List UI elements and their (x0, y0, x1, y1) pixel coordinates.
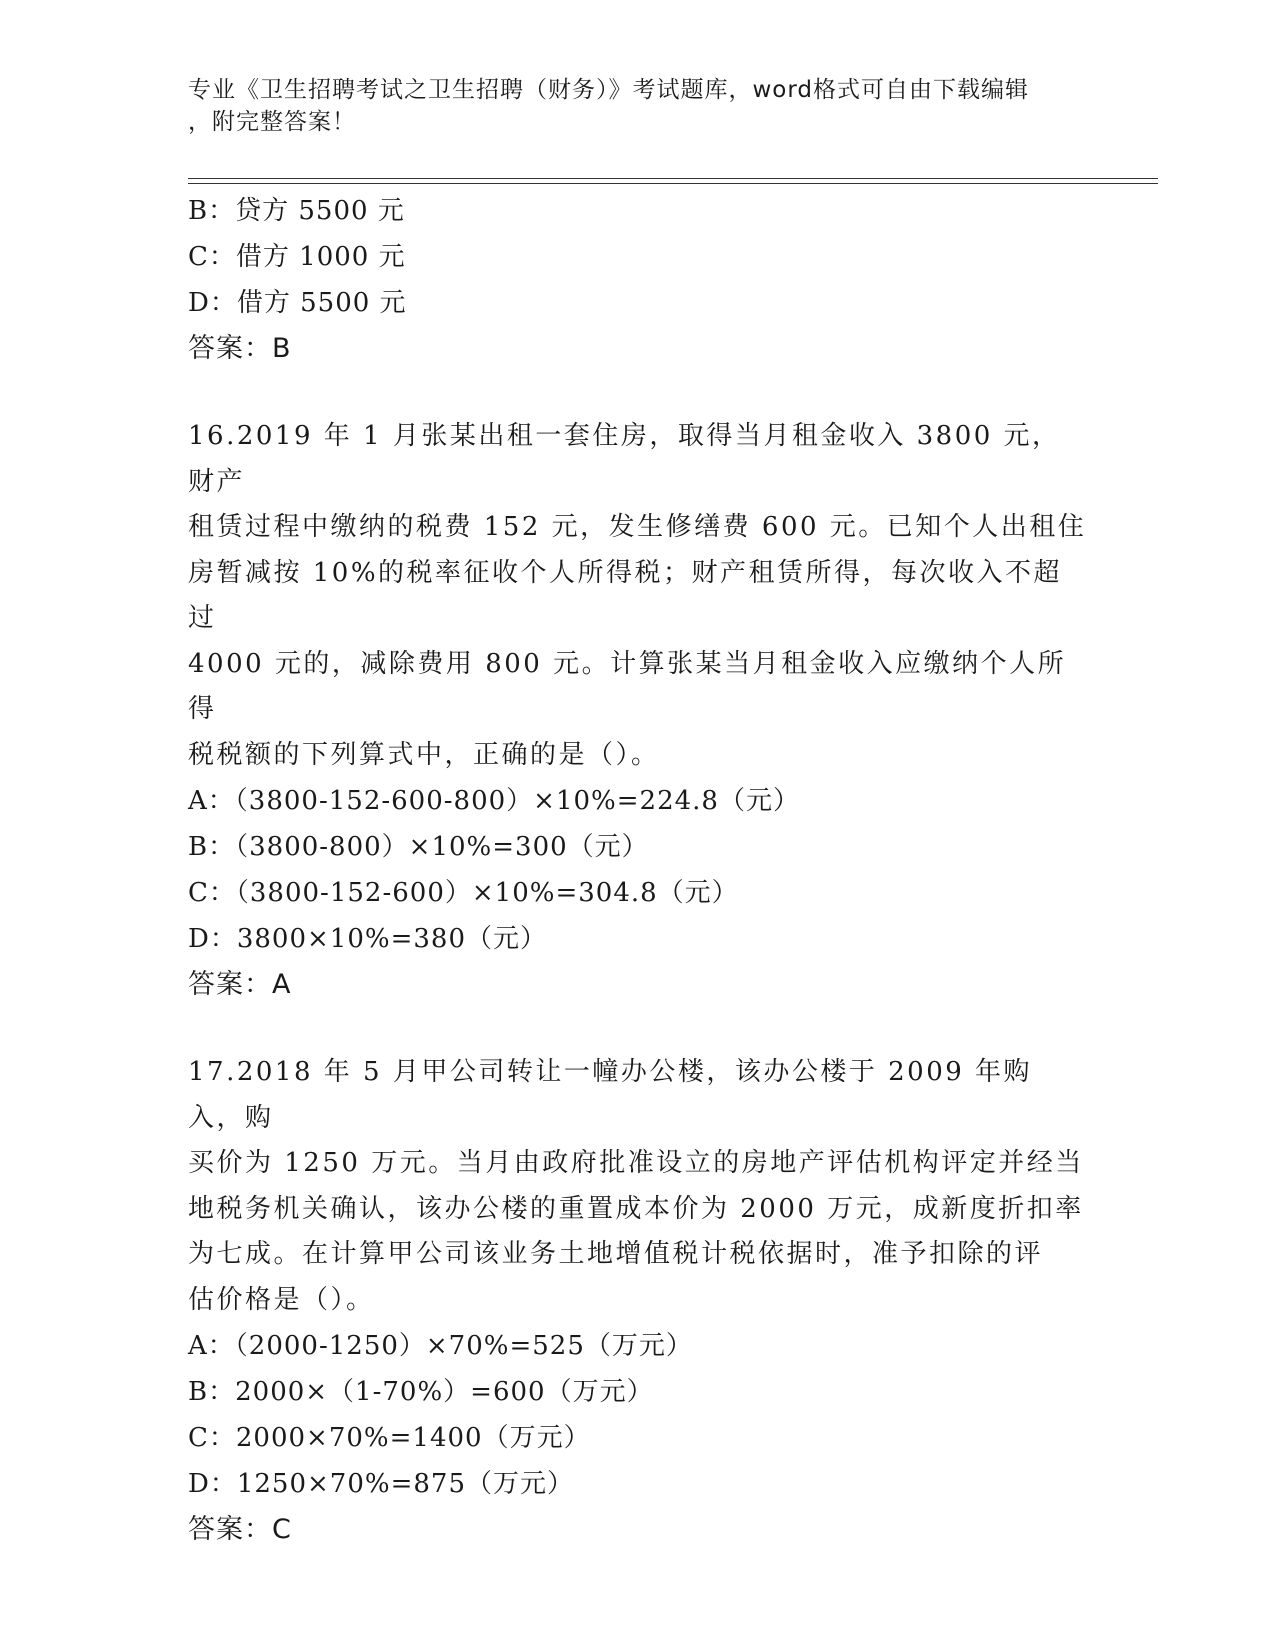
option-c: C：（3800-152-600）×10%=304.8（元） (188, 878, 739, 908)
question-content (188, 188, 1088, 1553)
question-16-block (188, 414, 1088, 1008)
option-a: A：（3800-152-600-800）×10%=224.8（元） (188, 786, 800, 816)
option-b: B：（3800-800）×10%=300（元） (188, 832, 649, 862)
question-text-line: 4000 元的，减除费用 800 元。计算张某当月租金收入应缴纳个人所得 (188, 648, 1067, 724)
option-a: A：（2000-1250）×70%=525（万元） (188, 1331, 693, 1361)
answer-line: 答案：A (188, 969, 292, 1000)
question-17-block (188, 1050, 1088, 1553)
answer-line: 答案：C (188, 1514, 292, 1545)
header-divider-bottom (188, 183, 1158, 184)
option-b: B：贷方 5500 元 (188, 196, 405, 226)
question-text-line: 买价为 1250 万元。当月由政府批准设立的房地产评估机构评定并经当 (188, 1148, 1084, 1178)
header-line-2: ，附完整答案！ (188, 109, 356, 135)
question-16-text (188, 414, 1088, 778)
header-divider-top (188, 178, 1158, 179)
question-text-line: 17.2018 年 5 月甲公司转让一幢办公楼，该办公楼于 2009 年购入，购 (188, 1057, 1033, 1133)
option-d: D：1250×70%=875（万元） (188, 1469, 574, 1499)
question-text-line: 地税务机关确认，该办公楼的重置成本价为 2000 万元，成新度折扣率 (188, 1193, 1084, 1224)
question-17-text (188, 1050, 1088, 1323)
question-text-line: 为七成。在计算甲公司该业务土地增值税计税依据时，准予扣除的评 (188, 1239, 1044, 1269)
previous-question-block (188, 188, 1088, 372)
question-text-line: 房暂减按 10%的税率征收个人所得税；财产租赁所得，每次收入不超过 (188, 557, 1063, 633)
option-b: B：2000×（1-70%）=600（万元） (188, 1377, 654, 1407)
option-d: D：3800×10%=380（元） (188, 924, 547, 954)
question-text-line: 租赁过程中缴纳的税费 152 元，发生修缮费 600 元。已知个人出租住 (188, 512, 1087, 542)
page-header (188, 74, 1078, 138)
answer-line: 答案：B (188, 333, 292, 364)
spacer (188, 1008, 1088, 1050)
question-text-line: 税税额的下列算式中，正确的是（）。 (188, 739, 660, 770)
option-c: C：2000×70%=1400（万元） (188, 1423, 591, 1453)
header-line-1: 专业《卫生招聘考试之卫生招聘（财务）》考试题库，word格式可自由下载编辑 (188, 77, 1030, 103)
option-c: C：借方 1000 元 (188, 242, 406, 272)
question-text-line: 16.2019 年 1 月张某出租一套住房，取得当月租金收入 3800 元，财产 (188, 421, 1061, 497)
spacer (188, 372, 1088, 414)
option-d: D：借方 5500 元 (188, 288, 407, 318)
question-text-line: 估价格是（）。 (188, 1284, 375, 1315)
